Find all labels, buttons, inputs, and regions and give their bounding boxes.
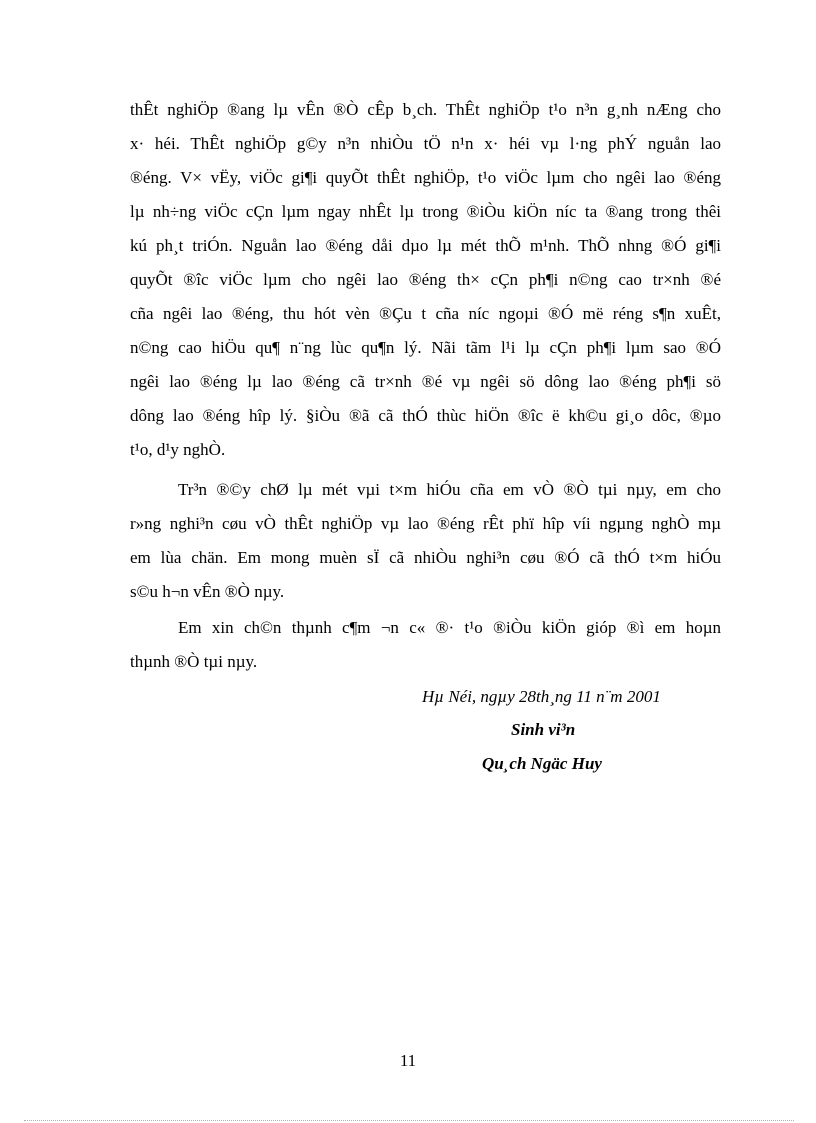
text-line: Em xin ch©n thµnh c¶m ¬n c« ®· t¹o ®iÒu kiÖn gióp ®ì em hoµn bbox=[178, 618, 721, 637]
text-line: r»ng nghi³n cøu vÒ thÊt nghiÖp vµ lao ®éng rÊt phï hîp víi ngµng nghÒ mµ bbox=[130, 514, 721, 533]
page-number: 11 bbox=[399, 1051, 417, 1070]
signer-name: Qu¸ch Ngäc Huy bbox=[482, 754, 602, 773]
text-line: em lùa chän. Em mong muèn sÏ cã nhiÒu nghi³n cøu ®Ó cã thÓ t×m hiÓu bbox=[130, 548, 721, 567]
text-line: n©ng cao hiÖu qu¶ n¨ng lùc qu¶n lý. Nãi tãm l¹i lµ cÇn ph¶i lµm sao ®Ó bbox=[130, 338, 721, 357]
text-line: t¹o, d¹y nghÒ. bbox=[130, 440, 226, 459]
text-line: x· héi. ThÊt nghiÖp g©y n³n nhiÒu tÖ n¹n x· héi vµ l·ng phÝ nguån lao bbox=[130, 134, 721, 153]
text-line: quyÕt ®îc viÖc lµm cho ngêi lao ®éng th× cÇn ph¶i n©ng cao tr×nh ®é bbox=[130, 270, 721, 289]
text-line: s©u h¬n vÊn ®Ò nµy. bbox=[130, 582, 285, 601]
page-bottom-divider bbox=[24, 1120, 794, 1121]
text-line: kú ph¸t triÓn. Nguån lao ®éng dåi dµo lµ mét thÕ m¹nh. ThÕ nhng ®Ó gi¶i bbox=[130, 236, 721, 255]
text-line: thµnh ®Ò tµi nµy. bbox=[130, 652, 258, 671]
place-date: Hµ Néi, ngµy 28th¸ng 11 n¨m 2001 bbox=[422, 687, 661, 706]
text-line: Tr³n ®©y chØ lµ mét vµi t×m hiÓu cña em vÒ ®Ò tµi nµy, em cho bbox=[178, 480, 721, 499]
text-line: ®éng. V× vËy, viÖc gi¶i quyÕt thÊt nghiÖp, t¹o viÖc lµm cho ngêi lao ®éng bbox=[130, 168, 721, 187]
text-line: cña ngêi lao ®éng, thu hót vèn ®Çu t cña níc ngoµi ®Ó më réng s¶n xuÊt, bbox=[130, 304, 721, 323]
text-line: dông lao ®éng hîp lý. §iÒu ®ã cã thÓ thùc hiÖn ®îc ë kh©u gi¸o dôc, ®µo bbox=[130, 406, 721, 425]
signer-role: Sinh vi³n bbox=[511, 720, 576, 739]
text-line: lµ nh÷ng viÖc cÇn lµm ngay nhÊt lµ trong ®iÒu kiÖn níc ta ®ang trong thêi bbox=[130, 202, 721, 221]
text-line: ngêi lao ®éng lµ lao ®éng cã tr×nh ®é vµ ngêi sö dông lao ®éng ph¶i sö bbox=[130, 372, 721, 391]
text-line: thÊt nghiÖp ®ang lµ vÊn ®Ò cÊp b¸ch. ThÊt nghiÖp t¹o n³n g¸nh nÆng cho bbox=[130, 100, 721, 119]
